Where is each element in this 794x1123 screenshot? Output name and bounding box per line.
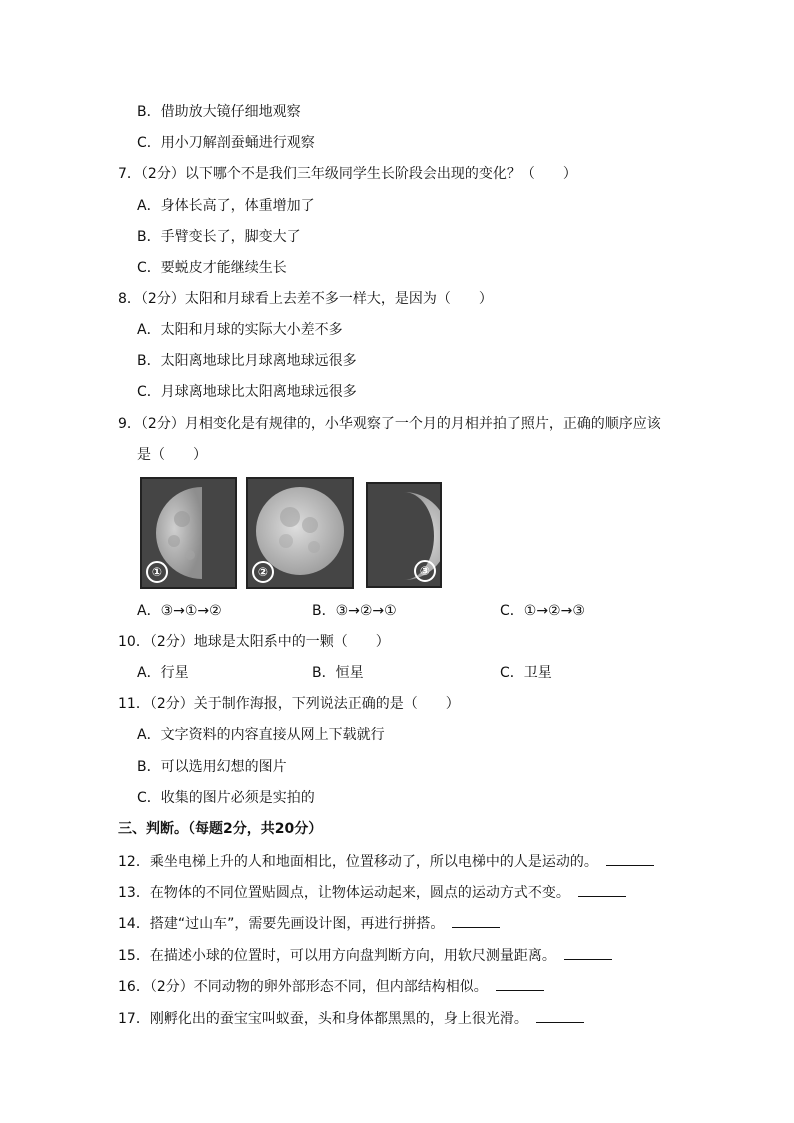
q9-option-a: A．③→①→②: [137, 603, 222, 619]
moon-photo-3: [366, 482, 442, 588]
section-3-title: 三、判断。（每题2分，共20分）: [118, 821, 323, 837]
judge-item-13: [118, 882, 626, 903]
q6-option-c: C．用小刀解剖蚕蛹进行观察: [137, 135, 315, 151]
judge-text: 12．乘坐电梯上升的人和地面相比，位置移动了，所以电梯中的人是运动的。: [118, 854, 598, 870]
q11-option-a: A．文字资料的内容直接从网上下载就行: [137, 727, 385, 743]
q7-option-c: C．要蜕皮才能继续生长: [137, 260, 287, 276]
q9-stem-line1: 9．（2分）月相变化是有规律的，小华观察了一个月的月相并拍了照片，正确的顺序应该: [118, 416, 661, 432]
q10-option-b: B．恒星: [312, 665, 364, 681]
judge-item-12: [118, 851, 654, 872]
photo-label-3: ③: [414, 560, 436, 582]
q7-stem: 7．（2分）以下哪个不是我们三年级同学生长阶段会出现的变化？（ ）: [118, 166, 577, 182]
answer-blank[interactable]: [578, 882, 626, 897]
q10-option-c: C．卫星: [500, 665, 552, 681]
q11-option-c: C．收集的图片必须是实拍的: [137, 790, 315, 806]
answer-blank[interactable]: [452, 913, 500, 928]
q11-stem: 11．（2分）关于制作海报，下列说法正确的是（ ）: [118, 696, 460, 712]
photo-label-2: ②: [252, 561, 274, 583]
q10-option-a: A．行星: [137, 665, 189, 681]
q11-option-b: B．可以选用幻想的图片: [137, 759, 287, 775]
photo-label-1: ①: [146, 561, 168, 583]
answer-blank[interactable]: [496, 976, 544, 991]
q8-stem: 8．（2分）太阳和月球看上去差不多一样大，是因为（ ）: [118, 291, 493, 307]
judge-text: 16．（2分）不同动物的卵外部形态不同，但内部结构相似。: [118, 979, 488, 995]
judge-item-17: [118, 1008, 584, 1029]
judge-item-16: [118, 976, 544, 997]
answer-blank[interactable]: [536, 1008, 584, 1023]
q7-option-a: A．身体长高了，体重增加了: [137, 198, 315, 214]
q9-stem-line2: 是（ ）: [137, 447, 207, 463]
moon-photo-2: [246, 477, 354, 589]
judge-text: 14．搭建“过山车”，需要先画设计图，再进行拼搭。: [118, 916, 445, 932]
q8-option-b: B．太阳离地球比月球离地球远很多: [137, 353, 357, 369]
q8-option-a: A．太阳和月球的实际大小差不多: [137, 322, 343, 338]
q9-option-b: B．③→②→①: [312, 603, 397, 619]
judge-item-14: [118, 913, 500, 934]
q8-option-c: C．月球离地球比太阳离地球远很多: [137, 384, 357, 400]
q9-option-c: C．①→②→③: [500, 603, 585, 619]
judge-item-15: [118, 945, 612, 966]
answer-blank[interactable]: [606, 851, 654, 866]
answer-blank[interactable]: [564, 945, 612, 960]
judge-text: 17．刚孵化出的蚕宝宝叫蚁蚕，头和身体都黑黑的，身上很光滑。: [118, 1011, 528, 1027]
judge-text: 15．在描述小球的位置时，可以用方向盘判断方向，用软尺测量距离。: [118, 948, 556, 964]
q6-option-b: B．借助放大镜仔细地观察: [137, 104, 301, 120]
q10-stem: 10．（2分）地球是太阳系中的一颗（ ）: [118, 634, 390, 650]
q7-option-b: B．手臂变长了，脚变大了: [137, 229, 301, 245]
judge-text: 13．在物体的不同位置贴圆点，让物体运动起来，圆点的运动方式不变。: [118, 885, 570, 901]
moon-photo-1: [140, 477, 237, 589]
